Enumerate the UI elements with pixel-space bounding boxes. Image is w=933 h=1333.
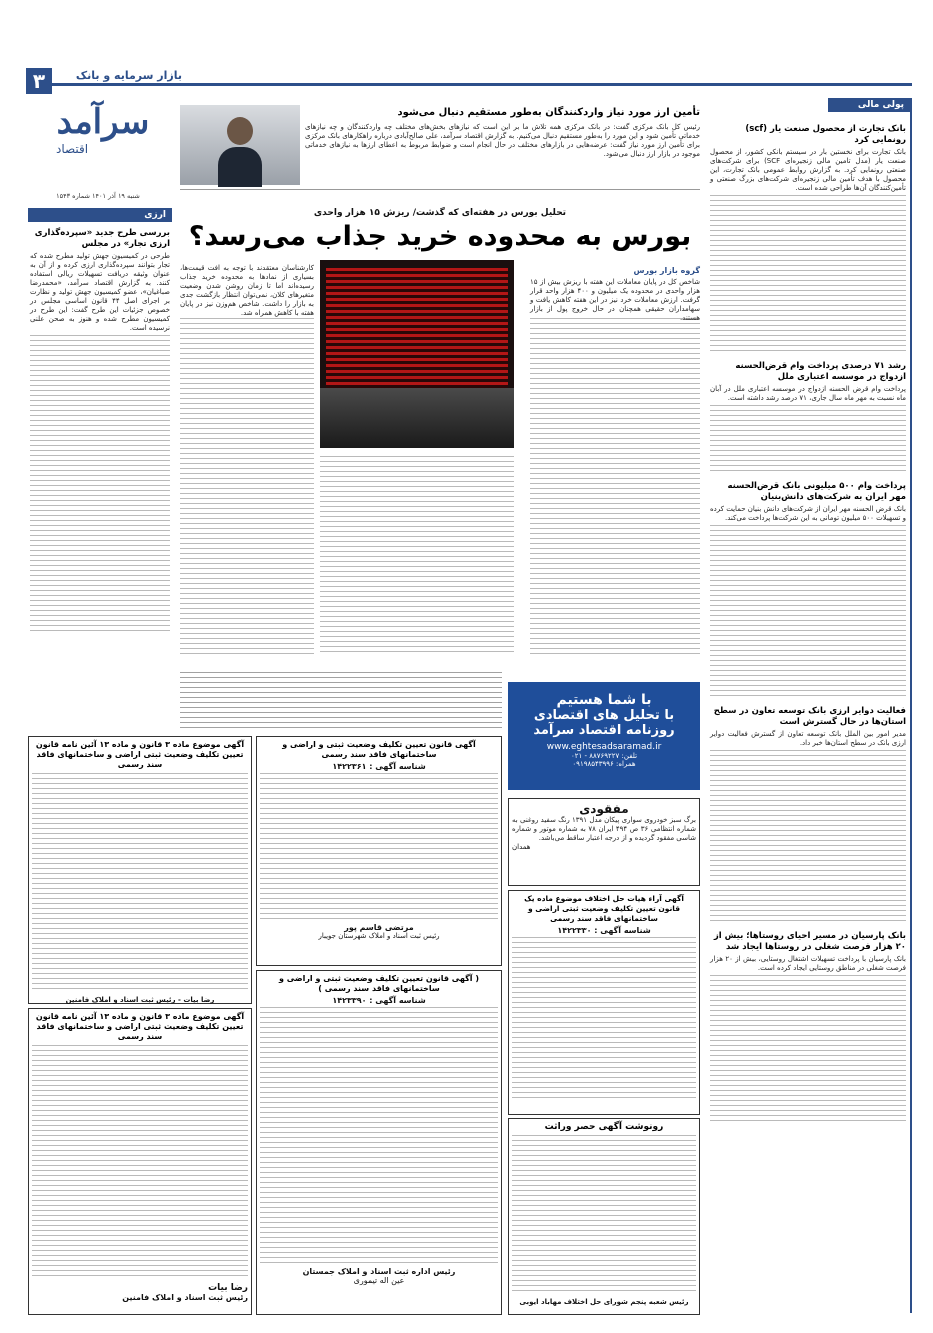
arz-body-continued (30, 335, 170, 635)
main-lead-continued (530, 318, 700, 658)
main-kicker: تحلیل بورس در هفته‌ای که گذشت/ ریزش ۱۵ هزار واحدی (313, 208, 567, 218)
notice-1-body (260, 773, 498, 923)
person-photo-icon (218, 117, 262, 185)
notice-4-title: رونوشت آگهی حصر وراثت (544, 1122, 664, 1132)
article-body-continued (710, 975, 906, 1125)
article-body: مدیر امور بین الملل بانک توسعه تعاون از گسترش فعالیت دوایر ارزی بانک در سطح استان‌ها خبر داد. (710, 730, 906, 747)
article-title: پرداخت وام ۵۰۰ میلیونی بانک قرض‌الحسنه مهر ایران به شرکت‌های دانش‌بنیان (727, 481, 906, 502)
money-column (706, 98, 912, 1313)
article-title: بانک پارسیان در مسیر احیای روستاها؛ بیش از ۲۰ هزار فرصت شغلی در روستاها ایجاد شد (713, 931, 906, 952)
section-bar (52, 70, 912, 86)
notice-6-office: رئیس ثبت اسناد و املاک فامنین (122, 1293, 248, 1302)
main-body: کارشناسان معتقدند با توجه به افت قیمت‌ها، بسیاری از نمادها به محدوده خرید جذاب رسیده‌اند اما تا زمان روشن شدن وضعیت متغیرهای کلان، نمی‌توان انتظار بازگشت جدی به بازار را داشت. شاخص هم‌وزن نیز در پایان هفته با کاهش همراه شد. (180, 264, 314, 317)
notice-3-body (512, 937, 696, 1102)
people-silhouettes (320, 388, 514, 448)
article-title: رشد ۷۱ درصدی پرداخت وام قرض‌الحسنه ازدواج در موسسه اعتباری ملل (735, 361, 906, 382)
issue-info: شنبه ۱۹ آذر ۱۴۰۱ شماره ۱۵۴۳ (56, 192, 140, 200)
ad-url[interactable]: www.eghtesadsaramad.ir (546, 742, 662, 752)
page-number: ۳ (26, 68, 52, 94)
ad-line-2: با تحلیل های اقتصادی (533, 708, 675, 723)
ad-line-1: با شما هستیم (556, 692, 652, 708)
notice-1-office: رئیس ثبت اسناد و املاک شهرستان جویبار (318, 932, 440, 940)
notice-3 (508, 890, 700, 1115)
ad-mobile: همراه: ۰۹۱۹۸۵۴۳۹۹۶ (572, 760, 636, 768)
notice-1 (256, 736, 502, 966)
main-lead: شاخص کل در پایان معاملات این هفته با ریزش بیش از ۱۵ هزار واحدی در محدوده یک میلیون و ۴۰۰ هزار واحد قرار گرفت. ارزش معاملات خرد نیز در این هفته کاهش یافت و سهامداران حقیقی همچنان در حال خروج پول از بازار هستند. (530, 278, 700, 322)
notice-4-body (512, 1135, 696, 1295)
notice-1-number: شناسه آگهی : ۱۴۲۲۳۶۱ (332, 762, 426, 771)
main-body-continued (180, 318, 314, 658)
article-body: بانک پارسیان با پرداخت تسهیلات اشتغال روستایی، بیش از ۲۰ هزار فرصت شغلی در مناطق روستایی ایجاد کرده است. (710, 955, 906, 972)
notice-6-body (32, 1045, 248, 1280)
stock-market-photo (320, 260, 514, 448)
article-title: بانک تجارت از محصول صنعت یار (scf) رونمایی کرد (745, 124, 906, 145)
article-body: بانک تجارت برای نخستین بار در سیستم بانکی کشور، از محصول صنعت یار (مدل تامین مالی زنجیره‌ای SCF) برای شرکت‌های صنعتی رونمایی کرد. به گزارش روابط عمومی بانک تجارت، این محصول با هدف تأمین مالی زنجیره‌ای شرکت‌های بزرگ صنعتی و تأمین‌کنندگان آن‌ها طراحی شده است. (710, 148, 906, 192)
main-byline: گروه بازار بورس (633, 266, 700, 275)
notice-strip (180, 672, 502, 732)
brand-logo (48, 102, 158, 162)
article-body-continued (710, 195, 906, 355)
brand-name: سرآمد (56, 102, 150, 142)
notice-2-signature: عین اله تیموری (353, 1276, 405, 1285)
notice-4-signature: رئیس شعبه پنجم شورای حل اختلاف مهاباد ایوبی (519, 1298, 689, 1306)
article-body-continued (710, 525, 906, 700)
top-story-body: رئیس کل بانک مرکزی گفت: در بانک مرکزی همه تلاش ما بر این است که نیازهای بخش‌های مختلف چه واردکنندگان و چه نیازهای خدماتی تأمین شود و این مورد را به‌طور مستقیم دنبال می‌کنیم. به گزارش اقتصاد سرآمد، علی صالح‌آبادی درباره راهکارهای بانک مرکزی برای تأمین ارز مورد نیاز گفت: عرضه‌هایی در بازارهای مختلف در حال انجام است و ضوابط مربوط به اعطای ارزها به نیازهای خدماتی موجود در بازار ارز دنبال می‌شود. (305, 123, 700, 158)
notice-2 (256, 970, 502, 1315)
lost-title: مفقودی (579, 802, 629, 816)
notice-4 (508, 1118, 700, 1315)
arz-title: بررسی طرح جدید «سپرده‌گذاری ارزی تجار» در مجلس (34, 228, 170, 249)
section-title: بازار سرمایه و بانک (75, 69, 182, 82)
top-story (180, 105, 700, 190)
article-body: بانک قرض الحسنه مهر ایران از شرکت‌های دانش بنیان حمایت کرده و تسهیلات ۵۰۰ میلیون تومانی به این شرکت‌ها پرداخت می‌کند. (710, 505, 906, 522)
notice-5-title: آگهی موضوع ماده ۳ قانون و ماده ۱۳ آئین نامه قانون تعیین تکلیف وضعیت ثبتی اراضی و ساختمانهای فاقد سند رسمی (35, 740, 245, 769)
article-body-continued (710, 750, 906, 925)
top-story-photo (180, 105, 300, 185)
arz-body: طرحی در کمیسیون جهش تولید مطرح شده که تجار بتوانند سپرده‌گذاری ارزی کرده و از آن به عنوان وثیقه دریافت تسهیلات ریالی استفاده کنند. به گزارش اقتصاد سرآمد، «محمدرضا صباغیان»، عضو کمیسیون جهش تولید و نظارت بر اجرای اصل ۴۴ قانون اساسی مجلس در خصوص جزئیات این طرح گفت: این طرح در کمیسیون مطرح شده و هنوز به صحن علنی نرسیده است. (30, 252, 171, 332)
arz-column (28, 208, 172, 668)
notice-5 (28, 736, 252, 1004)
notice-3-title: آگهی آراء هیات حل اختلاف موضوع ماده یک قانون تعیین تکلیف وضعیت ثبتی اراضی و ساختمانهای فاقد سند رسمی (524, 894, 684, 923)
main-body-middle (320, 456, 514, 656)
top-story-title: تأمین ارز مورد نیاز واردکنندگان به‌طور مستقیم دنبال می‌شود (397, 107, 700, 118)
lost-body: برگ سبز خودروی سواری پیکان مدل ۱۳۹۱ رنگ سفید روغنی به شماره انتظامی ۳۶ ص ۴۹۴ ایران ۷۸ به شماره موتور و شماره شاسی مفقود گردیده و از درجه اعتبار ساقط می‌باشد. (512, 816, 696, 842)
notice-1-signature: مرتضی قاسم پور (344, 923, 414, 932)
brand-sub: اقتصاد (56, 142, 89, 156)
ad-line-3: روزنامه اقتصاد سرآمد (533, 723, 675, 738)
notice-2-number: شناسه آگهی : ۱۴۲۳۳۹۰ (332, 996, 426, 1005)
notice-5-body (32, 773, 248, 993)
notice-6-title: آگهی موضوع ماده ۳ قانون و ماده ۱۳ آئین نامه قانون تعیین تکلیف وضعیت ثبتی اراضی و ساختمانهای فاقد سند رسمی (35, 1012, 245, 1041)
lost-notice (508, 798, 700, 886)
money-column-header: پولی مالی (828, 98, 910, 112)
notice-5-signature: رضا بیات - رئیس ثبت اسناد و املاک فامنین (65, 996, 215, 1004)
notice-6-signature: رضا بیات (208, 1283, 248, 1293)
notice-1-title: آگهی قانون تعیین تکلیف وضعیت ثبتی و اراضی و ساختمانهای فاقد سند رسمی (282, 740, 476, 759)
notice-2-body (260, 1007, 498, 1267)
article-title: فعالیت دوایر ارزی بانک توسعه تعاون در سطح استان‌ها در حال گسترش است (713, 706, 906, 727)
notice-2-title: ( آگهی قانون تعیین تکلیف وضعیت ثبتی و اراضی و ساختمانهای فاقد سند رسمی ) (279, 974, 479, 993)
ticker-board (326, 268, 508, 388)
notice-2-office: رئیس اداره ثبت اسناد و املاک جمستان (302, 1267, 456, 1276)
ad-phone: تلفن: ۸۸۷۶۹۲۲۷ - ۰۲۱ (570, 752, 638, 760)
article-body: پرداخت وام قرض الحسنه ازدواج در موسسه اعتباری ملل در آبان ماه نسبت به مهر ماه سال جاری، ۷۱ درصد رشد داشته است. (710, 385, 906, 402)
lost-city: همدان (512, 843, 531, 851)
article-body-continued (710, 405, 906, 475)
notice-3-number: شناسه آگهی : ۱۴۲۲۳۳۰ (557, 926, 651, 935)
newspaper-ad (508, 682, 700, 790)
notice-6 (28, 1008, 252, 1315)
main-title: بورس به محدوده خرید جذاب می‌رسد؟ (188, 221, 692, 252)
arz-header: ارزی (28, 208, 172, 222)
main-story (180, 208, 700, 663)
